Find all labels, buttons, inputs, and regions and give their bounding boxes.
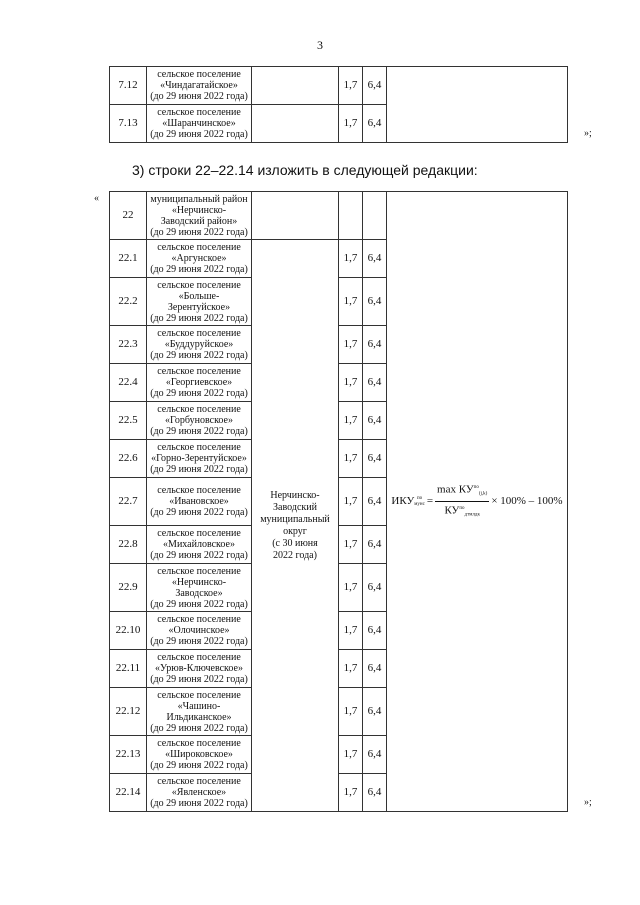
name-line: «Горно-Зерентуйское» (151, 453, 247, 464)
formula-den-sup: по (459, 506, 465, 511)
row-name (147, 240, 252, 278)
row-number: 22.2 (110, 278, 147, 326)
name-line: (до 29 июня 2022 года) (150, 722, 248, 734)
table-row (110, 192, 568, 240)
row-number: 22.5 (110, 402, 147, 440)
row-value-a: 1,7 (339, 402, 363, 440)
row-value-b: 6,4 (363, 478, 387, 526)
name-line: «Буддуруйское» (164, 339, 234, 350)
name-line: (до 29 июня 2022 года) (150, 350, 248, 361)
name-line: сельское поселение (157, 366, 241, 377)
formula-equals: = (426, 495, 434, 507)
name-line: (до 29 июня 2022 года) (150, 388, 248, 399)
formula-lhs: ИКУ (391, 495, 415, 507)
row-number: 22.7 (110, 478, 147, 526)
name-line: Ильдиканское» (166, 711, 232, 723)
name-line: (до 29 июня 2022 года) (150, 464, 248, 475)
row-number: 22.6 (110, 440, 147, 478)
name-line: «Горбуновское» (165, 415, 233, 426)
formula-num-sup: по (473, 485, 479, 491)
name-line: сельское поселение (157, 528, 241, 539)
formula-cell (387, 67, 568, 143)
row-value-a: 1,7 (339, 326, 363, 364)
name-line: сельское поселение (157, 689, 241, 701)
table2-opening-quote: « (94, 193, 99, 204)
table-row (110, 67, 568, 105)
name-line: (до 29 июня 2022 года) (150, 598, 248, 610)
name-line: сельское поселение (157, 442, 241, 453)
row-name (147, 440, 252, 478)
row-name (147, 736, 252, 774)
name-line: «Нерчинско- (171, 204, 227, 216)
row-value-b (363, 192, 387, 240)
row-middle (252, 105, 339, 143)
formula-rhs: × 100% – 100% (491, 495, 563, 507)
name-line: «Олочинское» (168, 625, 230, 636)
formula (391, 482, 562, 520)
row-value-b: 6,4 (363, 736, 387, 774)
row-value-b: 6,4 (363, 402, 387, 440)
name-line: «Урюв-Ключевское» (155, 663, 243, 674)
row-name (147, 402, 252, 440)
name-line: (до 29 июня 2022 года) (150, 129, 248, 140)
row-value-a: 1,7 (339, 364, 363, 402)
row-number: 22.11 (110, 650, 147, 688)
formula-cell (387, 192, 568, 812)
name-line: Зерентуйское» (167, 301, 231, 313)
name-line: «Больше- (178, 290, 220, 302)
row-value-a: 1,7 (339, 774, 363, 812)
row-name (147, 774, 252, 812)
merged-line: округ (283, 525, 307, 537)
name-line: (до 29 июня 2022 года) (150, 760, 248, 771)
row-number: 22.13 (110, 736, 147, 774)
name-line: сельское поселение (157, 279, 241, 291)
row-name (147, 612, 252, 650)
merged-successor-cell (252, 240, 339, 812)
formula-denominator: КУ (444, 504, 460, 517)
name-line: сельское поселение (157, 328, 241, 339)
row-name (147, 364, 252, 402)
name-line: (до 29 июня 2022 года) (150, 507, 248, 518)
name-line: муниципальный район (150, 193, 248, 205)
name-line: (до 29 июня 2022 года) (150, 636, 248, 647)
name-line: (до 29 июня 2022 года) (150, 798, 248, 809)
page-number: 3 (317, 38, 323, 52)
row-value-b: 6,4 (363, 278, 387, 326)
row-value-a: 1,7 (339, 278, 363, 326)
name-line: «Явленское» (171, 787, 227, 798)
name-line: «Аргунское» (171, 253, 227, 264)
row-number: 22.12 (110, 688, 147, 736)
merged-line: (с 30 июня (272, 537, 318, 549)
formula-lhs-sub: мунс (414, 501, 425, 507)
row-value-b: 6,4 (363, 67, 387, 105)
name-line: «Михайловское» (163, 539, 235, 550)
name-line: (до 29 июня 2022 года) (150, 226, 248, 238)
row-name (147, 278, 252, 326)
name-line: сельское поселение (157, 614, 241, 625)
row-value-b: 6,4 (363, 564, 387, 612)
row-value-b: 6,4 (363, 688, 387, 736)
name-line: сельское поселение (157, 485, 241, 496)
row-name (147, 478, 252, 526)
name-line: сельское поселение (157, 242, 241, 253)
row-middle (252, 67, 339, 105)
row-name (147, 564, 252, 612)
formula-numerator: max КУ (437, 484, 474, 496)
name-line: сельское поселение (157, 652, 241, 663)
name-line: сельское поселение (157, 776, 241, 787)
row-value-b: 6,4 (363, 326, 387, 364)
row-value-b: 6,4 (363, 612, 387, 650)
row-value-a: 1,7 (339, 478, 363, 526)
name-line: сельское поселение (157, 404, 241, 415)
merged-line: Заводский (273, 501, 317, 513)
row-value-a: 1,7 (339, 650, 363, 688)
row-middle (252, 192, 339, 240)
row-number: 7.12 (110, 67, 147, 105)
row-name (147, 650, 252, 688)
name-line: Заводское» (175, 587, 223, 599)
row-value-a (339, 192, 363, 240)
row-value-a: 1,7 (339, 736, 363, 774)
name-line: (до 29 июня 2022 года) (150, 550, 248, 561)
row-value-a: 1,7 (339, 105, 363, 143)
row-value-a: 1,7 (339, 240, 363, 278)
row-name (147, 105, 252, 143)
row-value-b: 6,4 (363, 440, 387, 478)
table-continued (109, 66, 568, 143)
row-name (147, 192, 252, 240)
name-line: «Чиндагатайское» (160, 80, 238, 91)
name-line: (до 29 июня 2022 года) (150, 674, 248, 685)
name-line: (до 29 июня 2022 года) (150, 426, 248, 437)
name-line: (до 29 июня 2022 года) (150, 91, 248, 102)
merged-line: муниципальный (260, 513, 330, 525)
name-line: сельское поселение (157, 69, 241, 80)
row-value-a: 1,7 (339, 526, 363, 564)
row-value-b: 6,4 (363, 240, 387, 278)
row-name (147, 67, 252, 105)
row-value-b: 6,4 (363, 650, 387, 688)
row-number: 22.8 (110, 526, 147, 564)
row-value-b: 6,4 (363, 364, 387, 402)
name-line: «Ивановское» (169, 496, 229, 507)
name-line: сельское поселение (157, 565, 241, 577)
row-number: 22.1 (110, 240, 147, 278)
name-line: «Шаранчинское» (162, 118, 236, 129)
name-line: сельское поселение (157, 107, 241, 118)
row-number: 22.14 (110, 774, 147, 812)
row-value-b: 6,4 (363, 105, 387, 143)
name-line: (до 29 июня 2022 года) (150, 264, 248, 275)
row-number: 22 (110, 192, 147, 240)
name-line: «Широковское» (165, 749, 233, 760)
row-name (147, 326, 252, 364)
merged-line: Нерчинско- (270, 489, 320, 501)
name-line: «Чашино- (177, 700, 221, 712)
formula-lhs-sup: по (416, 495, 423, 501)
formula-fraction (435, 482, 489, 520)
row-name (147, 526, 252, 564)
table1-closing-quote: »; (584, 128, 592, 139)
row-number: 22.10 (110, 612, 147, 650)
name-line: «Нерчинско- (171, 576, 227, 588)
formula-num-sub: (j,k) (478, 492, 488, 497)
merged-line: 2022 года) (273, 549, 317, 561)
row-value-b: 6,4 (363, 774, 387, 812)
section-heading: 3) строки 22–22.14 изложить в следующей редакции: (132, 162, 478, 178)
row-value-a: 1,7 (339, 564, 363, 612)
row-value-a: 1,7 (339, 440, 363, 478)
formula-den-sub: дтмлдк (464, 512, 480, 518)
name-line: Заводский район» (160, 215, 238, 227)
row-value-b: 6,4 (363, 526, 387, 564)
name-line: сельское поселение (157, 738, 241, 749)
table-lines-22 (109, 191, 568, 812)
row-number: 22.3 (110, 326, 147, 364)
name-line: «Георгиевское» (165, 377, 233, 388)
table2-closing-quote: »; (584, 797, 592, 808)
row-number: 22.9 (110, 564, 147, 612)
row-value-a: 1,7 (339, 612, 363, 650)
name-line: (до 29 июня 2022 года) (150, 312, 248, 324)
row-value-a: 1,7 (339, 688, 363, 736)
row-number: 7.13 (110, 105, 147, 143)
row-name (147, 688, 252, 736)
row-value-a: 1,7 (339, 67, 363, 105)
row-number: 22.4 (110, 364, 147, 402)
